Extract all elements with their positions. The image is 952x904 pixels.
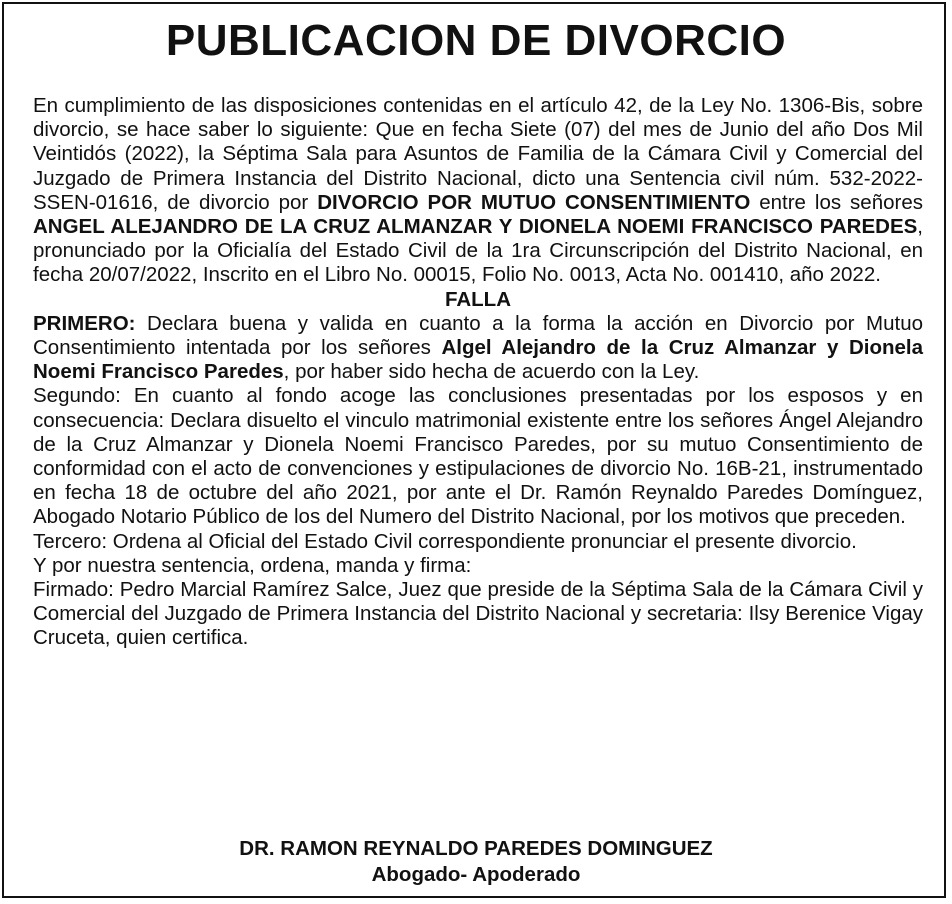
falla-heading xyxy=(33,288,923,312)
signature-block xyxy=(4,836,948,888)
intro-text-1: En cumplimiento de las disposiciones contenidas en el artículo 42, de la Ley No. 1306-Bis, sobre divorcio, se hace saber lo siguiente: Que en fecha Siete (07) del mes de Junio del año Dos Mil Veintidós (2022), la Séptima Sala para Asuntos de Familia de la Cámara Civil y Comercial del Juzgado de Primera Instancia del Distrito Nacional, dicto una Sentencia civil núm. 532-2022-SSEN-01616, de divorcio por xyxy=(33,94,923,214)
notice-frame xyxy=(2,2,946,898)
firmado-paragraph: Firmado: Pedro Marcial Ramírez Salce, Juez que preside de la Séptima Sala de la Cámara Civil y Comercial del Juzgado de Primera Instancia del Distrito Nacional y secretaria: Ilsy Berenice Vigay Cruceta, quien certifica. xyxy=(33,578,923,650)
signature-name: DR. RAMON REYNALDO PAREDES DOMINGUEZ xyxy=(239,837,713,860)
intro-text-2: entre los señores xyxy=(750,190,923,214)
primero-text-2: , por haber sido hecha de acuerdo con la Ley. xyxy=(283,360,700,384)
primero-label: PRIMERO: xyxy=(33,311,136,335)
intro-text-3: , pronunciado por la Oficialía del Estado Civil de la 1ra Circunscripción del Distrito Nacional, en fecha 20/07/2022, Inscrito en el Libro No. 00015, Folio No. 0013, Acta No. 001410, año 2022. xyxy=(33,215,923,287)
primero-bold-1: Algel Alejandro de la Cruz Almanzar y Dionela Noemi Francisco Paredes xyxy=(33,336,923,384)
intro-bold-1: DIVORCIO POR MUTUO CONSENTIMIENTO xyxy=(317,190,751,214)
orden-paragraph: Y por nuestra sentencia, ordena, manda y firma: xyxy=(33,553,472,577)
tercero-paragraph: Tercero: Ordena al Oficial del Estado Civil correspondiente pronunciar el presente divorcio. xyxy=(33,529,857,553)
intro-bold-2: ANGEL ALEJANDRO DE LA CRUZ ALMANZAR Y DIONELA NOEMI FRANCISCO PAREDES xyxy=(33,215,918,239)
primero-text-1: Declara buena y valida en cuanto a la forma la acción en Divorcio por Mutuo Consentimiento intentada por los señores xyxy=(33,311,923,360)
primero-paragraph xyxy=(33,312,923,385)
notice-body xyxy=(33,94,923,651)
intro-paragraph xyxy=(33,94,923,288)
signature-role: Abogado- Apoderado xyxy=(371,863,581,886)
page-title: PUBLICACION DE DIVORCIO xyxy=(165,16,787,65)
falla-label: FALLA xyxy=(444,287,512,311)
segundo-paragraph: Segundo: En cuanto al fondo acoge las conclusiones presentadas por los esposos y en consecuencia: Declara disuelto el vinculo matrimonial existente entre los señores Ángel Alejandro de la Cruz Almanzar y Dionela Noemi Francisco Paredes, por su mutuo Consentimiento de conformidad con el acto de convenciones y estipulaciones de divorcio No. 16B-21, instrumentado en fecha 18 de octubre del año 2021, por ante el Dr. Ramón Reynaldo Paredes Domínguez, Abogado Notario Público de los del Numero del Distrito Nacional, por los motivos que preceden. xyxy=(33,384,923,529)
